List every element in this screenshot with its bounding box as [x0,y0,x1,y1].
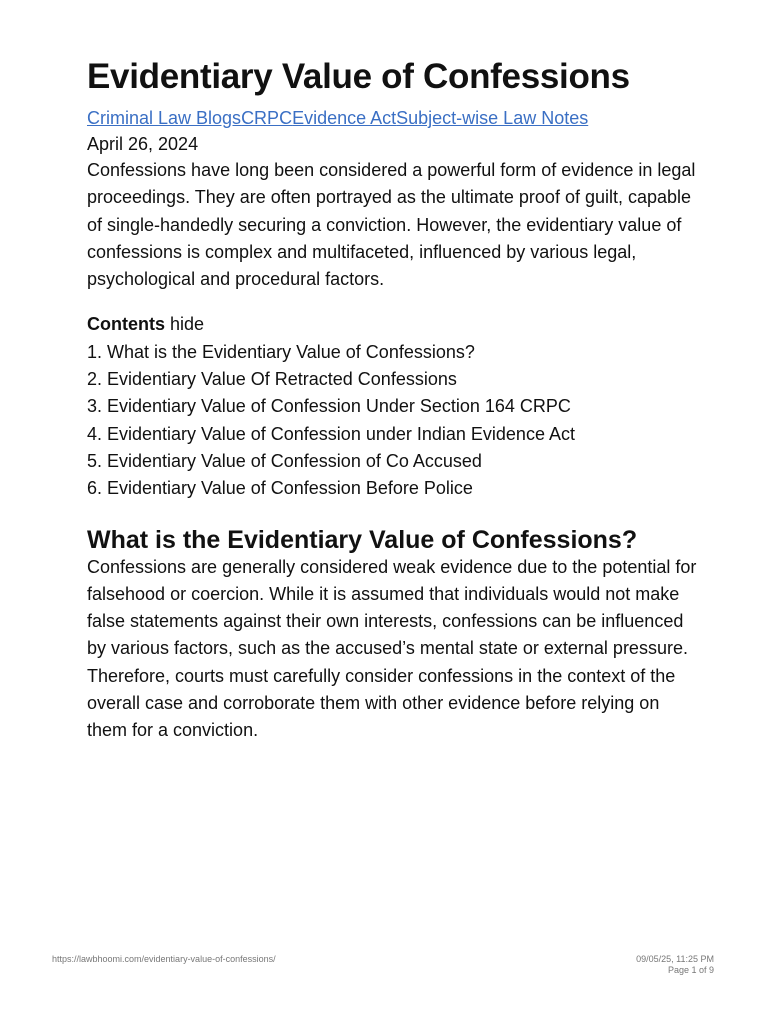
toc-heading: Contents [87,314,165,335]
toc-item[interactable]: 3. Evidentiary Value of Confession Under Section 164 CRPC [87,396,571,417]
toc-list [87,339,697,503]
category-link-subject-wise-law-notes[interactable]: Subject-wise Law Notes [396,108,589,128]
table-of-contents [87,311,697,502]
section-heading: What is the Evidentiary Value of Confessions? [87,525,638,554]
toc-item[interactable]: 1. What is the Evidentiary Value of Confessions? [87,341,475,362]
toc-item[interactable]: 4. Evidentiary Value of Confession under Indian Evidence Act [87,423,575,444]
intro-paragraph: Confessions have long been considered a powerful form of evidence in legal proceedings. They are often portrayed as the ultimate proof of guilt, capable of single-handedly securing a conviction. However, the evidentiary value of confessions is complex and multifaceted, influenced by various legal, psychological and procedural factors. [87,160,696,290]
footer-url: https://lawbhoomi.com/evidentiary-value-of-confessions/ [52,954,276,964]
toc-item[interactable]: 6. Evidentiary Value of Confession Before Police [87,478,473,499]
footer-timestamp: 09/05/25, 11:25 PM [636,954,714,964]
toc-item[interactable]: 2. Evidentiary Value Of Retracted Confessions [87,369,457,390]
category-link-criminal-law-blogs[interactable]: Criminal Law Blogs [87,108,242,128]
category-link-crpc[interactable]: CRPC [241,108,293,128]
publish-date: April 26, 2024 [87,134,199,154]
section-paragraph: Confessions are generally considered weak evidence due to the potential for falsehood or coercion. While it is assumed that individuals would not make false statements against their own interests, confessions can be influenced by various factors, such as the accused’s mental state or external pressure. Therefore, courts must carefully consider confessions in the context of the overall case and corroborate them with other evidence before relying on them for a conviction. [87,556,697,741]
category-link-evidence-act[interactable]: Evidence Act [292,108,397,128]
footer-meta [636,954,714,976]
toc-item[interactable]: 5. Evidentiary Value of Confession of Co Accused [87,450,482,471]
footer-page-number: Page 1 of 9 [667,965,714,975]
article [87,52,697,745]
page-title: Evidentiary Value of Confessions [87,57,630,96]
toc-header [87,311,697,338]
toc-hide-toggle[interactable]: hide [170,314,205,335]
category-links [87,106,697,130]
